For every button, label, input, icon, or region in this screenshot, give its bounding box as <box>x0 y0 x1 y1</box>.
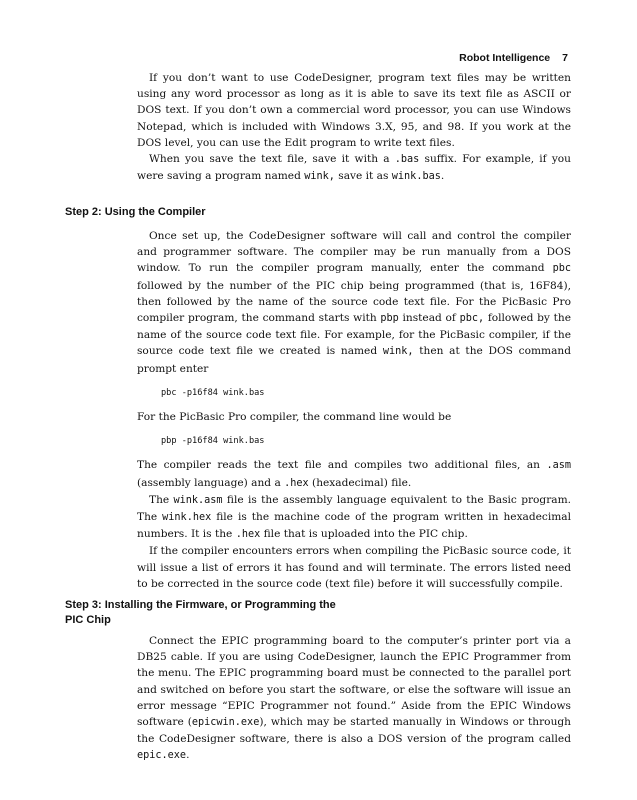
section-heading-step-3: Step 3: Installing the Firmware, or Programming the PIC Chip <box>65 599 336 626</box>
step-3-section <box>137 633 571 765</box>
section-heading-step-2: Step 2: Using the Compiler <box>65 206 206 218</box>
step-2-paragraph-4: The wink.asm file is the assembly language equivalent to the Basic program. The wink.hex file is the machine code of the program written in hexadecimal numbers. It is the .hex file that is uploaded into the PIC chip. <box>137 493 571 541</box>
step-2-paragraph-5: If the compiler encounters errors when compiling the PicBasic source code, it will issue a list of errors it has found and will terminate. The errors listed need to be corrected in the source code (text file) before it will successfully compile. <box>137 545 571 590</box>
inline-code: .hex <box>284 477 309 489</box>
inline-code: wink, <box>382 346 414 358</box>
inline-code: wink.bas <box>391 171 441 183</box>
inline-code: .bas <box>394 154 420 166</box>
inline-code: pbp <box>380 313 399 325</box>
intro-paragraph-2: When you save the text file, save it with a .bas suffix. For example, if you were saving a program named wink, save it as wink.bas. <box>137 153 571 183</box>
step-2-paragraph-1: Once set up, the CodeDesigner software will call and control the compiler and programmer software. The compiler may be run manually from a DOS window. To run the compiler program manually, enter the command pbc followed by the number of the PIC chip being programmed (that is, 16F84), then followed by the name of the source code text file. For the PicBasic Pro compiler program, the command starts with pbp instead of pbc, followed by the name of the source code text file. For example, for the PicBasic compiler, if the source code text file we created is named wink, then at the DOS command prompt enter <box>137 230 571 375</box>
inline-code: wink.asm <box>173 494 223 506</box>
step-2-section <box>137 228 571 592</box>
inline-code: .hex <box>235 529 261 541</box>
inline-code: wink, <box>304 171 335 183</box>
inline-code: .asm <box>546 460 571 472</box>
inline-code: wink.hex <box>162 512 212 524</box>
intro-paragraph-1: If you don’t want to use CodeDesigner, program text files may be written using any word processor as long as it is able to save its text file as ASCII or DOS text. If you don’t own a commercial word processor, you can use Windows Notepad, which is included with Windows 3.X, 95, and 98. If you work at the DOS level, you can use the Edit program to write text files. <box>137 72 571 149</box>
running-title: Robot Intelligence <box>459 52 551 64</box>
inline-code: pbc, <box>459 313 485 325</box>
page-number: 7 <box>562 52 568 64</box>
command-example-pbc: pbc -p16f84 wink.bas <box>161 387 265 398</box>
inline-code: epic.exe <box>137 750 187 762</box>
intro-section <box>137 70 571 185</box>
inline-code: pbc <box>552 263 571 275</box>
step-2-paragraph-3: The compiler reads the text file and compiles two additional files, an .asm (assembly language) and a .hex (hexadecimal) file. <box>137 459 571 489</box>
inline-code: epicwin.exe <box>191 717 260 729</box>
command-example-pbp: pbp -p16f84 wink.bas <box>161 436 265 447</box>
step-3-paragraph-1: Connect the EPIC programming board to the computer’s printer port via a DB25 cable. If you are using CodeDesigner, launch the EPIC Programmer from the menu. The EPIC programming board must be connected to the parallel port and switched on before you start the software, or else the software will issue an error message “EPIC Programmer not found.” Aside from the EPIC Windows software (epicwin.exe), which may be started manually in Windows or through the CodeDesigner software, there is also a DOS version of the program called epic.exe. <box>137 635 571 762</box>
running-head <box>459 52 568 64</box>
step-2-paragraph-2: For the PicBasic Pro compiler, the command line would be <box>137 411 452 424</box>
